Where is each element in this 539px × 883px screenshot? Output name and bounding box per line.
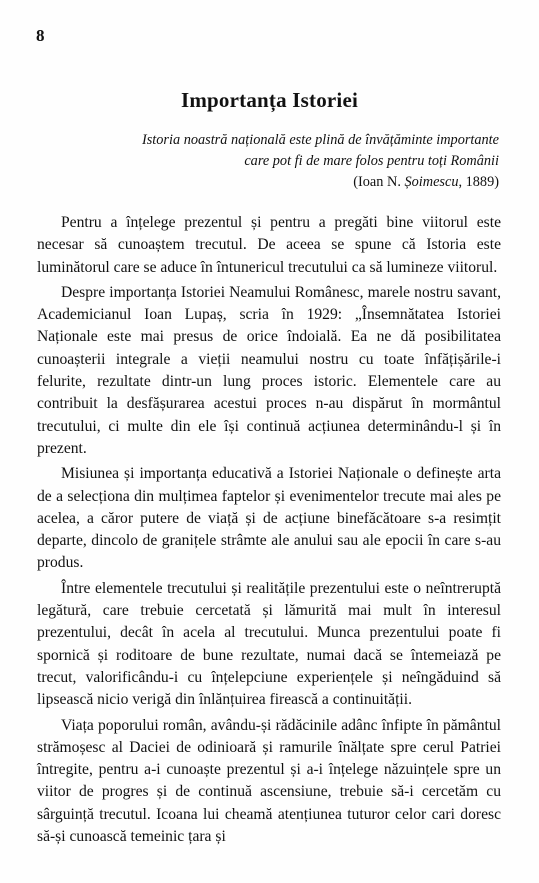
page-number: 8	[36, 26, 45, 45]
epigraph	[119, 130, 499, 193]
epigraph-citation	[119, 172, 499, 193]
citation-close: , 1889)	[458, 174, 499, 190]
citation-author-surname: Șoimescu	[404, 174, 459, 190]
citation-open: (Ioan N.	[353, 174, 405, 190]
paragraph: Misiunea și importanța educativă a Istoriei Naționale o definește arta de a selecționa din mulțimea faptelor și evenimentelor trecute mai ales pe acelea, a căror putere de viață și de acțiune binefăcătoare s-a resimțit departe, dincolo de granițele strâmte ale anului sau ale epocii în care s-au produs.	[37, 465, 501, 572]
epigraph-quote: Istoria noastră națională este plină de învățăminte importante care pot fi de mare folos pentru toți Românii	[141, 132, 499, 169]
paragraph: Despre importanța Istoriei Neamului Românesc, marele nostru savant, Academicianul Ioan Lupaș, scria în 1929: „Însemnătatea Istoriei Naționale este mai presus de orice îndoială. Ea ne dă posibilitatea cunoașterii integrale a vieții neamului nostru cu toate înfățișările-i felurite, rezultate dintr-un lung proces istoric. Elementele care au contribuit la desfășurarea acestui proces n-au dispărut în mormântul trecutului, ci multe din ele își continuă acțiunea determinându-l și în prezent.	[37, 283, 501, 457]
chapter-title: Importanța Istoriei	[180, 88, 359, 112]
paragraph: Viața poporului român, avându-și rădăcinile adânc înfipte în pământul strămoșesc al Daciei de odinioară și ramurile înălțate spre cerul Patriei întregite, pentru a-i cunoaște prezentul și a-i înțelege năzuințele spre un viitor de progres și de continuă ascensiune, trebuie să-i cercetăm cu sârguință trecutul. Icoana lui cheamă atențiunea tuturor celor cari doresc să-și cunoască temeinic țara și	[37, 716, 501, 846]
paragraph: Pentru a înțelege prezentul și pentru a pregăti bine viitorul este necesar să cunoaștem trecutul. De aceea se spune că Istoria este luminătorul care se aduce în întunericul trecutului ca să lumineze viitorul.	[37, 214, 501, 276]
paragraph: Între elementele trecutului și realitățile prezentului este o neîntreruptă legătură, care trebuie cercetată și lămurită mai mult în interesul prezentului, decât în acela al trecutului. Munca prezentului poate fi spornică și roditoare de bune rezultate, numai dacă se întemeiază pe trecut, valorificându-i cu înțelepciune experiențele și neîngăduind să lipsească nicio verigă din înlănțuirea firească a continuității.	[37, 579, 501, 709]
body-text	[37, 212, 501, 851]
